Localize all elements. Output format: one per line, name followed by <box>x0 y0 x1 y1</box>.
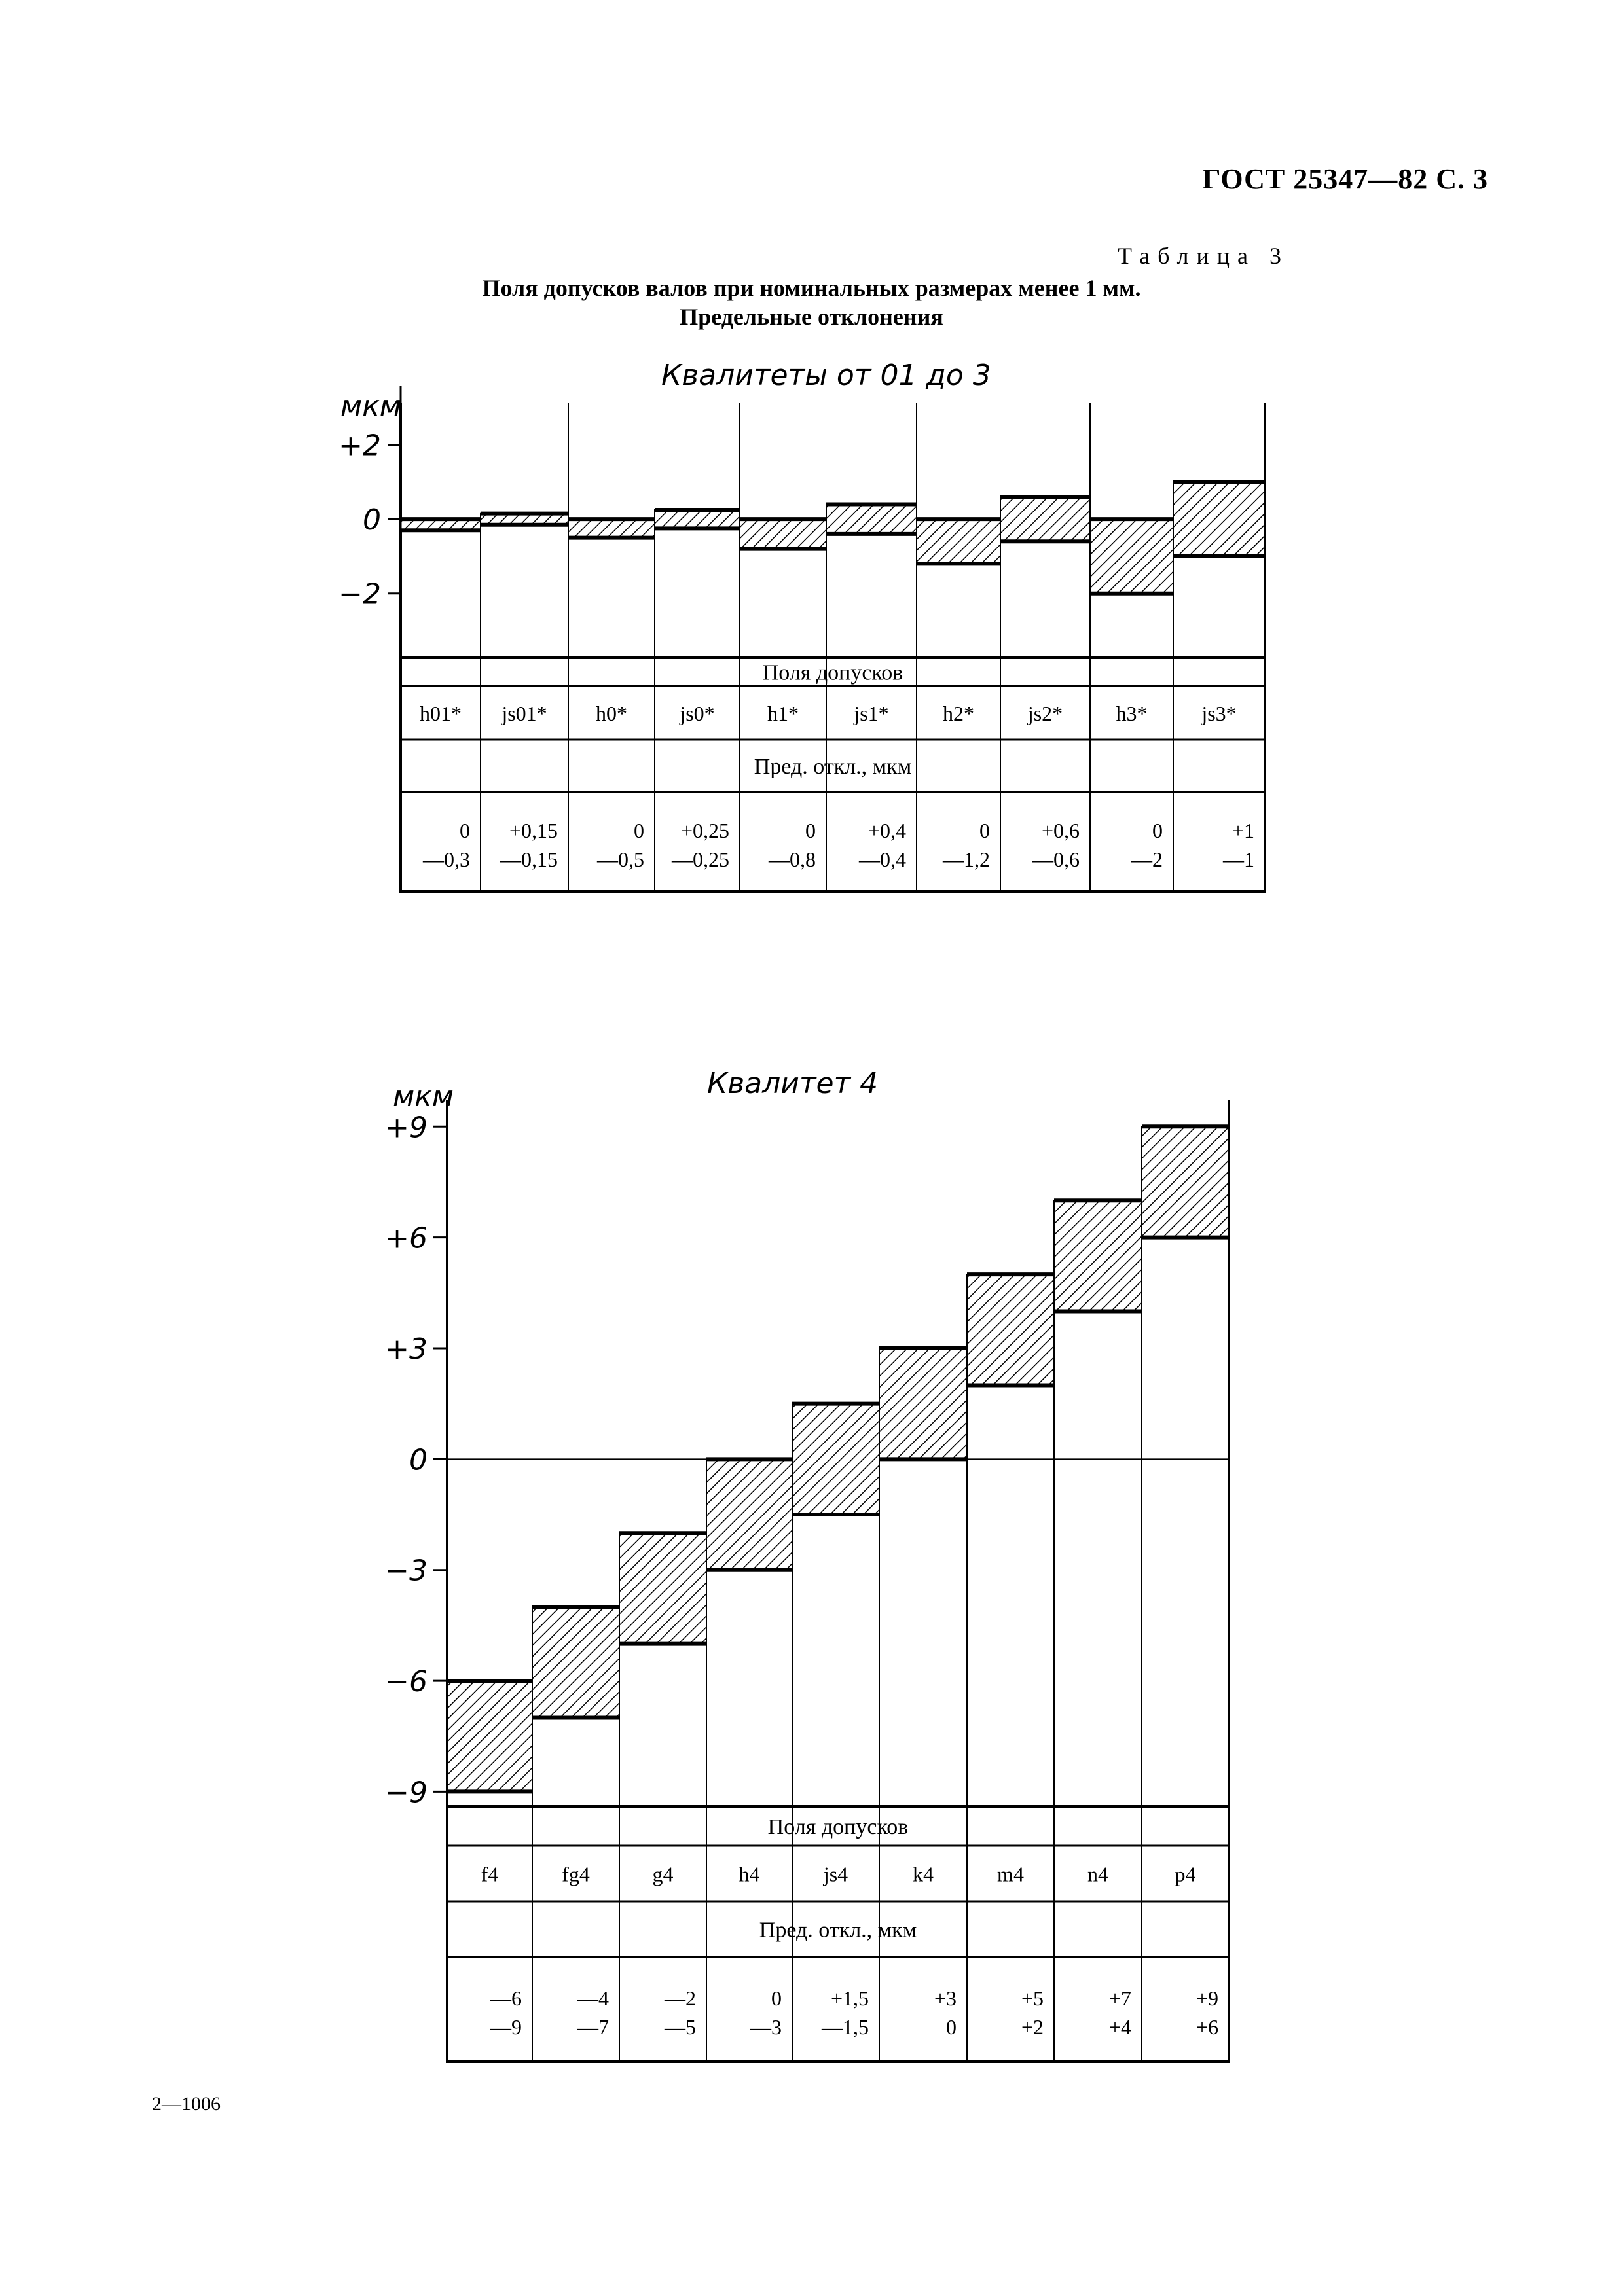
y-tick-label: +6 <box>385 1221 428 1255</box>
tolerance-field-f4 <box>447 1681 532 1791</box>
category-label: h4 <box>739 1862 760 1886</box>
lower-deviation-label: —1,5 <box>822 2015 869 2039</box>
upper-deviation-label: +0,6 <box>1041 819 1080 842</box>
chart1 <box>338 386 1265 891</box>
lower-deviation-label: —0,4 <box>859 848 906 871</box>
category-label: js1* <box>854 702 889 725</box>
upper-deviation-label: +9 <box>1195 1986 1218 2010</box>
lower-deviation-label: —0,8 <box>769 848 816 871</box>
category-label: js3* <box>1201 702 1237 725</box>
lower-deviation-label: —1 <box>1223 848 1254 871</box>
tolerance-field-h1* <box>740 519 826 548</box>
upper-deviation-label: 0 <box>805 819 816 842</box>
upper-deviation-label: +0,15 <box>509 819 558 842</box>
row-header-fields: Поля допусков <box>762 660 903 685</box>
y-tick-label: +2 <box>338 429 381 463</box>
tolerance-field-fg4 <box>532 1607 619 1717</box>
tolerance-field-js2* <box>1000 497 1090 541</box>
upper-deviation-label: +0,25 <box>680 819 729 842</box>
chart1-title: Квалитеты от 01 до 3 <box>661 359 991 392</box>
lower-deviation-label: —0,6 <box>1032 848 1080 871</box>
page-header: ГОСТ 25347—82 С. 3 <box>1202 163 1488 195</box>
tolerance-field-p4 <box>1142 1126 1229 1237</box>
y-tick-label: −9 <box>385 1776 428 1810</box>
page-footer: 2—1006 <box>152 2093 221 2115</box>
y-axis-label: мкм <box>340 389 401 423</box>
lower-deviation-label: —2 <box>1131 848 1163 871</box>
row-header-deviations: Пред. откл., мкм <box>759 1918 917 1943</box>
chart2-title: Квалитет 4 <box>707 1067 879 1100</box>
tolerance-field-m4 <box>967 1274 1054 1385</box>
table-caption: Поля допусков валов при номинальных размерах менее 1 мм. <box>482 275 1141 301</box>
tolerance-field-h0* <box>568 519 655 537</box>
category-label: m4 <box>997 1862 1024 1886</box>
tolerance-field-js4 <box>792 1404 879 1515</box>
category-label: js0* <box>680 702 715 725</box>
category-label: h3* <box>1116 702 1148 725</box>
category-label: js01* <box>501 702 547 725</box>
upper-deviation-label: 0 <box>979 819 990 842</box>
tolerance-field-js1* <box>826 504 917 533</box>
upper-deviation-label: —4 <box>577 1986 609 2010</box>
lower-deviation-label: 0 <box>946 2015 957 2039</box>
category-label: h1* <box>767 702 799 725</box>
category-label: js4 <box>823 1862 848 1886</box>
upper-deviation-label: +7 <box>1108 1986 1131 2010</box>
category-label: f4 <box>481 1862 499 1886</box>
chart2 <box>385 1080 1229 2062</box>
upper-deviation-label: +1 <box>1231 819 1254 842</box>
lower-deviation-label: +6 <box>1195 2015 1218 2039</box>
lower-deviation-label: —0,15 <box>500 848 558 871</box>
table-subcaption: Предельные отклонения <box>680 304 943 330</box>
category-label: h2* <box>943 702 974 725</box>
y-tick-label: 0 <box>363 503 381 537</box>
lower-deviation-label: —0,25 <box>672 848 729 871</box>
upper-deviation-label: 0 <box>771 1986 782 2010</box>
row-header-deviations: Пред. откл., мкм <box>754 755 912 779</box>
table-label: Таблица 3 <box>1118 243 1289 269</box>
tolerance-field-js0* <box>655 510 740 528</box>
y-tick-label: −3 <box>385 1554 428 1588</box>
category-label: js2* <box>1027 702 1063 725</box>
tolerance-field-js3* <box>1173 482 1265 556</box>
upper-deviation-label: —2 <box>665 1986 696 2010</box>
lower-deviation-label: +4 <box>1108 2015 1131 2039</box>
tolerance-field-h3* <box>1090 519 1173 594</box>
upper-deviation-label: —6 <box>490 1986 522 2010</box>
row-header-fields: Поля допусков <box>767 1815 909 1839</box>
y-tick-label: 0 <box>409 1443 428 1477</box>
lower-deviation-label: —0,5 <box>597 848 644 871</box>
upper-deviation-label: +3 <box>934 1986 957 2010</box>
upper-deviation-label: +0,4 <box>867 819 906 842</box>
lower-deviation-label: —3 <box>750 2015 782 2039</box>
lower-deviation-label: —9 <box>490 2015 522 2039</box>
category-label: p4 <box>1175 1862 1196 1886</box>
lower-deviation-label: —5 <box>665 2015 696 2039</box>
tolerance-field-g4 <box>619 1533 706 1643</box>
category-label: k4 <box>913 1862 934 1886</box>
y-tick-label: −6 <box>385 1665 428 1699</box>
lower-deviation-label: —7 <box>577 2015 609 2039</box>
y-tick-label: −2 <box>338 577 381 611</box>
tolerance-field-h2* <box>917 519 1000 564</box>
tolerance-field-n4 <box>1054 1200 1142 1311</box>
y-tick-label: +3 <box>385 1333 428 1366</box>
category-label: g4 <box>652 1862 674 1886</box>
upper-deviation-label: 0 <box>634 819 644 842</box>
category-label: h0* <box>596 702 627 725</box>
category-label: n4 <box>1087 1862 1108 1886</box>
category-label: h01* <box>420 702 462 725</box>
lower-deviation-label: —1,2 <box>943 848 990 871</box>
tolerance-field-h4 <box>706 1459 792 1570</box>
upper-deviation-label: 0 <box>1152 819 1163 842</box>
upper-deviation-label: +5 <box>1021 1986 1044 2010</box>
lower-deviation-label: —0,3 <box>423 848 470 871</box>
upper-deviation-label: +1,5 <box>830 1986 869 2010</box>
lower-deviation-label: +2 <box>1021 2015 1044 2039</box>
y-tick-label: +9 <box>385 1111 428 1145</box>
upper-deviation-label: 0 <box>460 819 470 842</box>
y-axis-label: мкм <box>393 1080 454 1113</box>
tolerance-field-k4 <box>879 1348 967 1459</box>
category-label: fg4 <box>562 1862 590 1886</box>
